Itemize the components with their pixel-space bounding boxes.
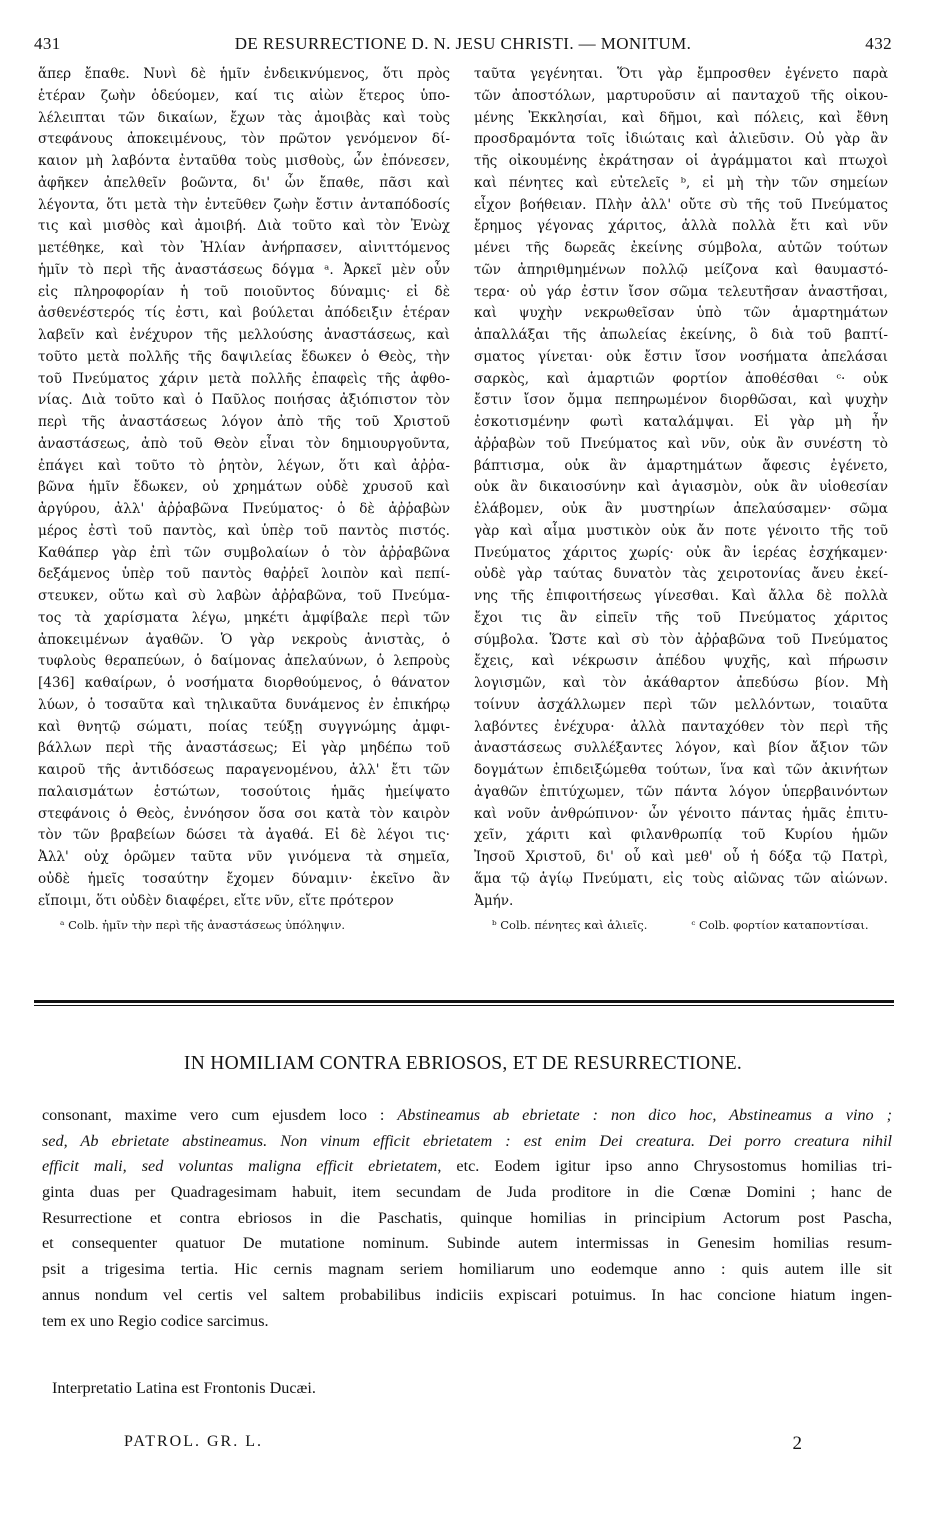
greek-line: λαβεῖν καὶ ἐνέχυρον τῆς μελλούσης ἀναστάσεως, καὶ (38, 327, 450, 343)
greek-line: οὐδὲ γὰρ ταύτας δυνατὸν τὰς χειροτονίας ἄνευ ἐκεί- (474, 566, 888, 583)
greek-line: σματος γίνεται· οὐκ ἔστιν ἴσον νοσήματα ἀπελάσαι (474, 348, 888, 365)
signature-number: 2 (792, 1433, 804, 1454)
greek-line: τῶν ἀποστόλων, μαρτυροῦσιν αἱ πανταχοῦ τῆς οἰκου- (474, 87, 888, 104)
greek-line: ἔρημος γέγονας χάριτος, ἀλλὰ πολλὰ ἔτι καὶ νῦν (474, 218, 888, 235)
greek-line: τῶν ἀπηριθμημένων πολλῷ μείζονα καὶ θαυμαστό- (474, 261, 888, 278)
greek-line: καιον μὴ λαβόντα ἐνταῦθα τοὺς μισθοὺς, ὧν ἐπόνεσεν, (38, 153, 450, 169)
greek-line: οὐδὲ ἡμεῖς τοσαύτην ἔχομεν δύναμιν· ἐκεῖνο ἂν (38, 870, 450, 887)
page-footer (124, 1433, 804, 1454)
footnote: ᶜ Colb. φορτίον καταποντίσαι. (691, 918, 869, 933)
greek-line: σαρκὸς, καὶ ἁμαρτιῶν φορτίον ἀποθέσθαι ᶜ· οὐκ (474, 370, 888, 387)
greek-line: μέρος ἐστὶ τοῦ παντὸς, καὶ ὑπὲρ τοῦ παντὸς πιστός. (38, 522, 450, 539)
patrologia-signature: PATROL. GR. L. (124, 1433, 263, 1450)
section-title: IN HOMILIAM CONTRA EBRIOSOS, ET DE RESURRECTIONE. (183, 1053, 743, 1074)
greek-line: τυφλοὺς θεραπεύων, ὁ δαίμονας ἀπελαύνων, ὁ λεπροὺς (38, 653, 450, 670)
greek-line: νίας. Διὰ τοῦτο καὶ ὁ Παῦλος ποιήσας ἀξιόπιστον τὸν (38, 392, 450, 409)
greek-line: ἑτέραν ζωὴν ὁδεύομεν, καί τις αἰὼν ἕτερος ὑπο- (38, 87, 450, 104)
section-rule-thick (34, 1000, 894, 1003)
greek-line: ἐλάβομεν, οὐκ ἂν μυστηρίων ἀπελαύσαμεν· σῶμα (474, 501, 888, 517)
greek-line: εἴποιμι, ὅτι οὐδὲν διαφέρει, εἴτε νῦν, εἴτε πρότερον (38, 892, 394, 909)
greek-line: ἐπάγει καὶ τοῦτο τὸ ῥητὸν, λέγων, ὅτι καὶ ἀῤῥα- (38, 457, 450, 474)
greek-line: Ἀλλ' οὐχ ὁρῶμεν ταῦτα νῦν γινόμενα τὰ σημεῖα, (38, 849, 450, 865)
greek-line: τοῦ Πνεύματος χάριν μετὰ πολλῆς ἐπαφεὶς τῆς ἀφθο- (38, 370, 450, 387)
greek-line: σύμβολα. Ὥστε καὶ σὺ τὸν ἀῤῥαβῶνα τοῦ Πνεύματος (474, 631, 888, 648)
greek-line: περὶ τῆς ἀναστάσεως λόγον ἀπὸ τῆς τοῦ Χριστοῦ (38, 414, 450, 430)
greek-line: μένει τῆς δωρεᾶς ἐκείνης σύμβολα, αὐτῶν τούτων (474, 240, 888, 256)
latin-line: Resurrectione et contra ebriosos in die Paschatis, quinque homilias in principium Actorum post Pascha, (42, 1208, 892, 1227)
footnotes-right (474, 915, 888, 937)
greek-line: ἀναστάσεως, ἀπὸ τοῦ Θεὸν εἶναι τὸν δημιουργοῦντα, (38, 435, 450, 452)
section-rule-thin (34, 1005, 894, 1006)
greek-column-left (38, 64, 450, 937)
greek-line: ἀργύρου, ἀλλ' ἀῤῥαβῶνα Πνεύματος· ὁ δὲ ἀῤῥαβὼν (38, 501, 450, 517)
greek-line: νης τῆς ἐπιφοιτήσεως γίνεσθαι. Καὶ ἄλλα δὲ πολλὰ (474, 588, 888, 604)
greek-line: ἀσθενέστερός τίς ἐστι, καὶ βούλεται ἀπόδειξιν ἑτέραν (38, 305, 450, 322)
page-number-right: 432 (865, 34, 892, 53)
greek-line: Ἰησοῦ Χριστοῦ, δι' οὗ καὶ μεθ' οὗ ἡ δόξα τῷ Πατρὶ, (474, 849, 888, 865)
greek-line: καιροῦ τῆς ἀντιδόσεως παραγενομένου, ἀλλ' ἔτι τῶν (38, 762, 450, 778)
greek-line: τις καὶ μισθὸς καὶ ἀμοιβή. Διὰ τοῦτο καὶ τὸν Ἐνὼχ (38, 218, 450, 235)
latin-line: consonant, maxime vero cum ejusdem loco : Abstineamus ab ebrietate : non dico hoc, Abstineamus a vino ; (42, 1106, 892, 1124)
greek-line: τῆς οἰκουμένης ἐκράτησαν οἱ ἀγράμματοι καὶ πτωχοὶ (474, 153, 888, 169)
greek-line: δογμάτων ἐπιδειξώμεθα τούτων, ἵνα καὶ τῶν ἀκινήτων (474, 762, 888, 778)
greek-line: τοῦτο μετὰ πολλῆς τῆς δαψιλείας ἔδωκεν ὁ Θεὸς, τὴν (38, 348, 450, 365)
running-header (34, 34, 892, 60)
greek-line: παλαισμάτων ἑστώτων, τοσούτοις ἡμᾶς ἠμείψατο (38, 783, 450, 800)
running-title: DE RESURRECTIONE D. N. JESU CHRISTI. — MONITUM. (234, 34, 692, 53)
greek-line: Καθάπερ γὰρ ἐπὶ τῶν συμβολαίων ὁ τὸν ἀῤῥαβῶνα (38, 544, 450, 561)
greek-line: προσδραμόντα τοῖς ἰδιώταις καὶ ἁλιεῦσιν. Οὐ γὰρ ἂν (474, 131, 888, 148)
greek-line: ἀῤῥαβὼν τοῦ Πνεύματος καὶ νῦν, οὐκ ἂν συνέστη τὸ (474, 435, 888, 452)
greek-line: οὐκ ἂν δικαιοσύνην καὶ ἁγιασμὸν, οὐκ ἂν υἱοθεσίαν (474, 479, 888, 496)
footnote-a: ᵃ Colb. ἡμῖν τὴν περὶ τῆς ἀναστάσεως ὑπόληψιν. (60, 918, 345, 933)
interpretation-note: Interpretatio Latina est Frontonis Ducæi. (52, 1379, 316, 1397)
latin-line: sed, Ab ebrietate abstineamus. Non vinum efficit ebrietatem : est enim Dei creatura. Dei porro creatura nihil (42, 1131, 892, 1150)
greek-line: στεφάνοις ὁ Θεὸς, ἐννόησον ὅσα σοι κατὰ τὸν καιρὸν (38, 805, 450, 822)
greek-line: γὰρ καὶ αἷμα μυστικὸν οὐκ ἄν ποτε γένοιτο τῆς τοῦ (474, 522, 888, 539)
greek-line: εἶχον βοήθειαν. Πλὴν ἀλλ' οὔτε σὺ τῆς τοῦ Πνεύματος (474, 196, 888, 213)
latin-line: ginta duas per Quadragesimam habuit, item secundam de Juda proditore in die Cœnæ Domini ; hanc de (42, 1183, 892, 1202)
greek-line: στευκεν, οὕτω καὶ σὺ λαβὼν ἀῤῥαβῶνα, τοῦ Πνεύμα- (38, 588, 450, 604)
greek-line: μετέθηκε, καὶ τὸν Ἠλίαν ἀνήρπασεν, αἰνιττόμενος (38, 240, 450, 256)
latin-line: psit a trigesima tertia. Hic cernis magnam seriem homiliarum uno eodemque anno : quis autem ille sit (42, 1260, 892, 1279)
greek-line: λογισμῶν, καὶ τὸν ἀκάθαρτον ἀπεδύσω βίον. Μὴ (474, 675, 888, 691)
greek-line: Ἀμήν. (474, 892, 514, 909)
greek-line: λέγοντα, ὅτι μετὰ τὴν ἐντεῦθεν ζωὴν ἔστιν ἀνταπόδοσίς (38, 196, 450, 213)
greek-line: ἀποκειμένων ἀγαθῶν. Ὁ γὰρ νεκροὺς ἀνιστὰς, ὁ (38, 631, 450, 648)
greek-line: ἅμα τῷ ἁγίῳ Πνεύματι, εἰς τοὺς αἰῶνας τῶν αἰώνων. (474, 870, 888, 887)
greek-line: ἔστιν ἴσον ὄμμα πεπηρωμένον διορθῶσαι, καὶ ψυχὴν (474, 392, 888, 409)
greek-line: καὶ θνητῷ σώματι, ποίας τεύξῃ συγγνώμης ἀμφι- (38, 718, 450, 735)
latin-line: efficit mali, sed voluntas maligna efficit ebrietatem, etc. Eodem igitur ipso anno Chrysostomus homilias tri- (42, 1157, 892, 1176)
greek-column-right (474, 64, 888, 937)
page-number-left: 431 (34, 34, 61, 53)
greek-line: ἀπαλλάξαι τῆς ἀπωλείας ἐκείνης, ὃ διὰ τοῦ βαπτί- (474, 327, 888, 343)
greek-line: χεῖν, χάριτι καὶ φιλανθρωπίᾳ τοῦ Κυρίου ἡμῶν (474, 827, 888, 844)
greek-line: [436] καθαίρων, ὁ νοσήματα διορθούμενος, ὁ θάνατον (38, 675, 450, 691)
footnote: ᵇ Colb. πένητες καὶ ἁλιεῖς. (492, 918, 648, 933)
greek-line: εἰς πληροφορίαν ἡ τοῦ ποιοῦντος δύναμις· εἰ δὲ (38, 283, 450, 300)
greek-line: ἀναστάσεως συλλέξαντες λόγον, καὶ βίον ἄξιον τῶν (474, 740, 888, 757)
greek-line: ἀγαθῶν ἐπιτύχωμεν, τῶν πάντα λόγον ὑπερβαινόντων (474, 783, 888, 800)
greek-line: λαβόντες ἐνέχυρα· ἀλλὰ πανταχόθεν τὸν περὶ τῆς (474, 718, 888, 735)
latin-monitum-text (42, 1103, 892, 1334)
greek-line: ἔχοι τις ἂν εἰπεῖν τῆς τοῦ Πνεύματος χάριτος (474, 609, 888, 626)
greek-line: καὶ ψυχὴν νεκρωθεῖσαν ὑπὸ τῶν ἁμαρτημάτων (474, 305, 888, 322)
greek-line: λύων, ὁ τοσαῦτα καὶ τηλικαῦτα δυνάμενος ἐν ἐπικήρῳ (38, 696, 450, 713)
greek-line: βάπτισμα, οὐκ ἂν ἁμαρτημάτων ἄφεσις ἐγένετο, (474, 457, 888, 474)
greek-line: στεφάνους ἀποκειμένους, τὸν πρῶτον γενόμενον δί- (38, 131, 450, 148)
greek-line: λέλειπται τῶν δικαίων, ἔχων τὰς ἀμοιβὰς καὶ τοὺς (38, 109, 450, 126)
greek-line: ἡμῖν τὸ περὶ τῆς ἀναστάσεως δόγμα ᵃ. Ἀρκεῖ μὲν οὖν (38, 261, 450, 278)
greek-line: μένης Ἐκκλησίαι, καὶ δῆμοι, καὶ πόλεις, καὶ ἔθνη (474, 109, 888, 126)
greek-line: ἔχεις, καὶ νέκρωσιν ἀπέδου ψυχῆς, καὶ πήρωσιν (474, 653, 888, 670)
greek-line: τοίνυν ἀσχάλλωμεν περὶ τῶν μελλόντων, τοιαῦτα (474, 696, 888, 713)
greek-line: ἐσκοτισμένην φωτὶ καταλάμψαι. Εἰ γὰρ μὴ ἦν (474, 414, 888, 430)
greek-line: ἅπερ ἔπαθε. Νυνὶ δὲ ἡμῖν ἐνδεικνύμενος, ὅτι πρὸς (38, 66, 450, 82)
latin-line: et consequenter quatuor De mutatione nominum. Subinde autem intermissas in Genesim homilias resum- (42, 1234, 892, 1253)
greek-line: καὶ πένητες καὶ εὐτελεῖς ᵇ, εἰ μὴ τὴν τῶν σημείων (474, 174, 888, 191)
latin-line: tem ex uno Regio codice sarcimus. (42, 1311, 269, 1330)
greek-line: βῶνα ἡμῖν ἔδωκεν, οὐ χρημάτων οὐδὲ χρυσοῦ καὶ (38, 479, 450, 496)
greek-line: τερα· οὐ γάρ ἐστιν ἴσον σῶμα τελευτῆσαν ἀναστῆσαι, (474, 283, 888, 300)
greek-line: καὶ νοῦν ἀνθρώπινον· ὧν γένοιτο πάντας ἡμᾶς ἐπιτυ- (474, 805, 888, 822)
greek-line: ἀφῆκεν ἀπελθεῖν βοῶντα, δι' ὧν ἔπαθε, πᾶσι καὶ (38, 174, 450, 191)
greek-line: τος τὰ χαρίσματα λέγω, μηκέτι ἀμφίβαλε περὶ τῶν (38, 609, 450, 626)
greek-line: Πνεύματος χάριτος χωρίς· οὐκ ἂν ἱερέας ἐσχήκαμεν· (474, 544, 888, 561)
greek-line: τὸν τῶν βραβείων δώσει τὰ ἀγαθά. Εἰ δὲ λέγοι τις· (38, 827, 450, 844)
greek-line: ταῦτα γεγένηται. Ὅτι γὰρ ἔμπροσθεν ἐγένετο παρὰ (474, 66, 888, 82)
greek-line: βάλλων περὶ τῆς ἀναστάσεως; Εἰ γὰρ μηδέπω τοῦ (38, 740, 450, 757)
greek-line: δεξάμενος ὑπὲρ τοῦ παντὸς θαῤῥεῖ λοιπὸν καὶ πεπί- (38, 566, 450, 583)
latin-line: annus nondum vel certis vel saltem probabilibus indiciis expiscari potuimus. In hac concione hiatum ingen- (42, 1285, 892, 1304)
